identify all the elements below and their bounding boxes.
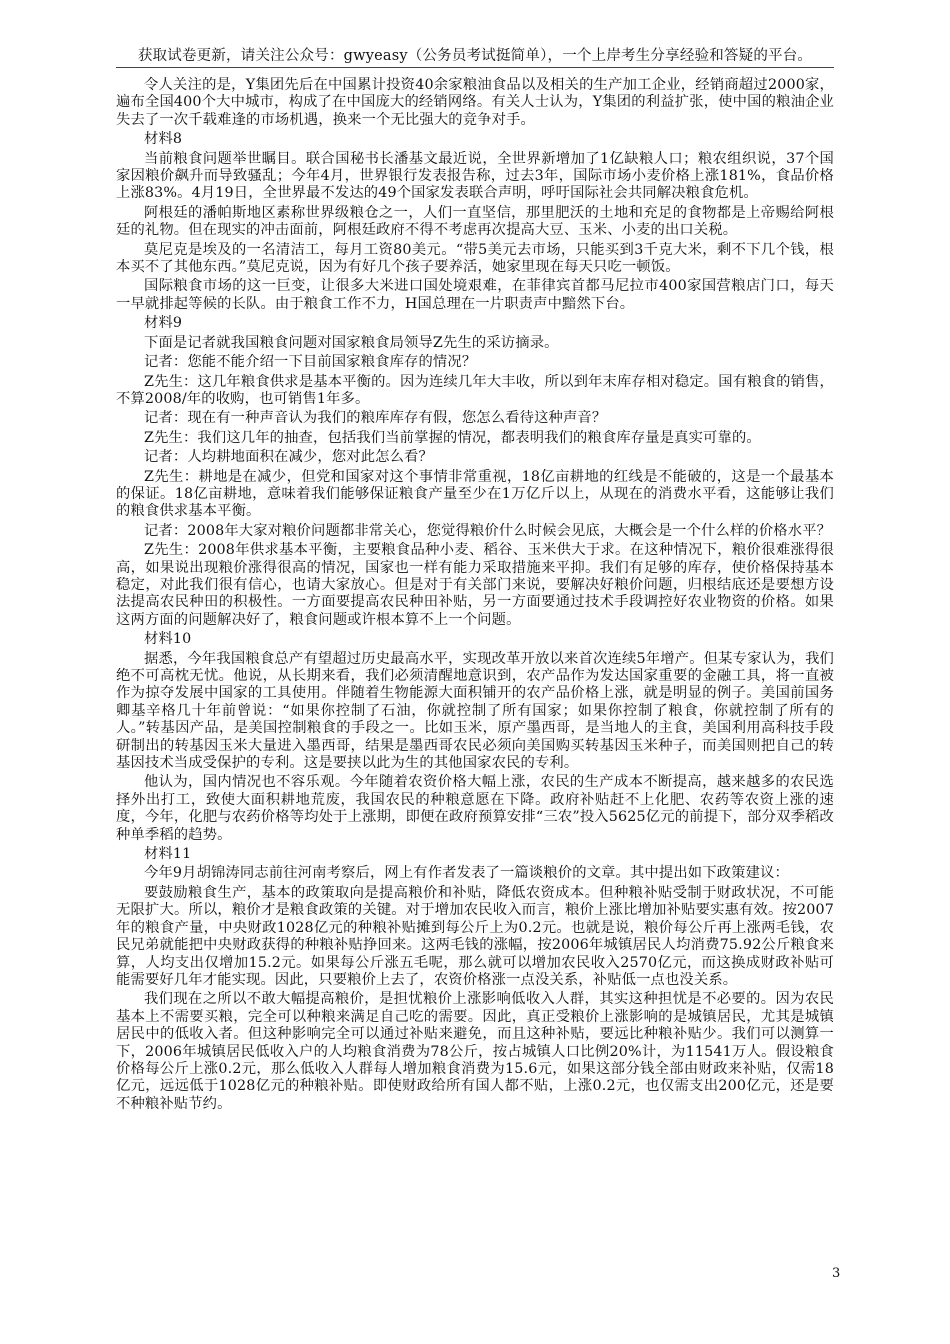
paragraph: 要鼓励粮食生产，基本的政策取向是提高粮价和补贴，降低农资成本。但种粮补贴受制于财政状况，不可能无限扩大。所以，粮价才是粮食政策的关键。对于增加农民收入而言，粮价上涨比增加补贴要实惠有效。按2007年的粮食产量，中央财政1028亿元的种粮补贴摊到每公斤上为0.2元。也就是说，粮价每公斤再上涨两毛钱，农民兄弟就能把中央财政获得的种粮补贴挣回来。这两毛钱的涨幅，按2006年城镇居民人均消费75.92公斤粮食来算，人均支出仅增加15.2元。如果每公斤涨五毛呢，那么就可以增加农民收入2570亿元，而这换成财政补贴可能需要好几年才能实现。因此，只要粮价上去了，农资价格涨一点没关系，补贴低一点也没关系。	[116, 884, 834, 988]
paragraph: 下面是记者就我国粮食问题对国家粮食局领导Z先生的采访摘录。	[144, 334, 559, 351]
paragraph: 他认为，国内情况也不容乐观。今年随着农资价格大幅上涨，农民的生产成本不断提高，越来越多的农民选择外出打工，致使大面积耕地荒废，我国农民的种粮意愿在下降。政府补贴赶不上化肥、农药等农资上涨的速度，今年，化肥与农药价格等均处于上涨期，即便在政府预算安排“三农”投入5625亿元的前提下，部分双季稻改种单季稻的趋势。	[116, 774, 834, 843]
interview-question: 记者：人均耕地面积在减少，您对此怎么看？	[144, 449, 433, 466]
paragraph: 令人关注的是，Y集团先后在中国累计投资40余家粮油食品以及相关的生产加工企业，经销商超过2000家，遍布全国400个大中城市，构成了在中国庞大的经销网络。有关人士认为，Y集团的利益扩张，使中国的粮油企业失去了一次千载难逢的市场机遇，换来一个无比强大的竞争对手。	[116, 77, 834, 128]
page-number: 3	[832, 1266, 841, 1281]
paragraph: 我们现在之所以不敢大幅提高粮价，是担忧粮价上涨影响低收入人群，其实这种担忧是不必要的。因为农民基本上不需要买粮，完全可以种粮来满足自己吃的需要。因此，真正受粮价上涨影响的是城镇居民，尤其是城镇居民中的低收入者。但这种影响完全可以通过补贴来避免，而且这种补贴，要远比种粮补贴少。我们可以测算一下，2006年城镇居民低收入户的人均粮食消费为78公斤，按占城镇人口比例20%计，为11541万人。假设粮食价格每公斤上涨0.2元，那么低收入人群每人增加粮食消费为15.6元，如果这部分钱全部由财政来补贴，仅需18亿元，远远低于1028亿元的种粮补贴。即使财政给所有国人都不贴，上涨0.2元，也仅需支出200亿元，还是要不种粮补贴节约。	[116, 991, 834, 1112]
paragraph: 据悉，今年我国粮食总产有望超过历史最高水平，实现改革开放以来首次连续5年增产。但某专家认为，我们绝不可高枕无忧。他说，从长期来看，我们必须清醒地意识到，农产品作为发达国家重要的金融工具，将一直被作为掠夺发展中国家的工具使用。伴随着生物能源大面积铺开的农产品价格上涨，就是明显的例子。美国前国务卿基辛格几十年前曾说：“如果你控制了石油，你就控制了所有国家；如果你控制了粮食，你就控制了所有的人。”转基因产品，是美国控制粮食的手段之一。比如玉米，原产墨西哥，是当地人的主食，美国利用高科技手段研制出的转基因玉米大量进入墨西哥，结果是墨西哥农民必须向美国购买转基因玉米种子，而美国则把自己的转基因技术当成受保护的专利。这是要挟以此为生的其他国家农民的专利。	[116, 650, 834, 772]
interview-question: 记者：现在有一种声音认为我们的粮库库存有假，您怎么看待这种声音？	[144, 410, 607, 427]
interview-answer: Z先生：我们这几年的抽查，包括我们当前掌握的情况，都表明我们的粮食库存量是真实可靠的。	[144, 429, 761, 446]
paragraph: 阿根廷的潘帕斯地区素称世界级粮仓之一，人们一直坚信，那里肥沃的土地和充足的食物都是上帝赐给阿根廷的礼物。但在现实的冲击面前，阿根廷政府不得不考虑再次提高大豆、玉米、小麦的出口关税。	[116, 204, 834, 239]
paragraph: 莫尼克是埃及的一名清洁工，每月工资80美元。“带5美元去市场，只能买到3千克大米，剩不下几个钱，根本买不了其他东西。”莫尼克说，因为有好几个孩子要养活，她家里现在每天只吃一顿饭。	[116, 241, 834, 276]
interview-question: 记者：您能不能介绍一下目前国家粮食库存的情况？	[144, 354, 477, 371]
interview-answer: Z先生：耕地是在减少，但党和国家对这个事情非常重视，18亿亩耕地的红线是不能破的，这是一个最基本的保证。18亿亩耕地，意味着我们能够保证粮食产量至少在1万亿斤以上，从现在的消费水平看，这能够让我们的粮食供求基本平衡。	[116, 468, 834, 520]
material-heading: 材料10	[144, 631, 192, 648]
material-heading: 材料9	[144, 315, 183, 332]
page-header: 获取试卷更新，请关注公众号：gwyeasy（公务员考试挺简单），一个上岸考生分享经验和答疑的平台。	[137, 48, 813, 64]
paragraph: 当前粮食问题举世瞩目。联合国秘书长潘基文最近说，全世界新增加了1亿缺粮人口；粮农组织说，37个国家因粮价飙升而导致骚乱；今年4月，世界银行发表报告称，过去3年，国际市场小麦价格上涨181%，食品价格上涨83%。4月19日，全世界最不发达的49个国家发表联合声明，呼吁国际社会共同解决粮食危机。	[116, 150, 834, 202]
document-body	[116, 77, 834, 1115]
interview-question: 记者：2008年大家对粮价问题都非常关心，您觉得粮价什么时候会见底，大概会是一个什么样的价格水平？	[144, 522, 832, 539]
interview-answer: Z先生：2008年供求基本平衡，主要粮食品种小麦、稻谷、玉米供大于求。在这种情况下，粮价很难涨得很高，如果说出现粮价涨得很高的情况，国家也一样有能力采取措施来平抑。我们有足够的库存，使价格保持基本稳定，对此我们很有信心，也请大家放心。但是对于有关部门来说，要解决好粮价问题，归根结底还是要想方设法提高农民种田的积极性。一方面要提高农民种田补贴，另一方面要通过技术手段调控好农业物资的价格。如果这两方面的问题解决好了，粮食问题或许根本算不上一个问题。	[116, 542, 834, 628]
paragraph: 今年9月胡锦涛同志前往河南考察后，网上有作者发表了一篇谈粮价的文章。其中提出如下政策建议：	[144, 865, 789, 882]
material-heading: 材料8	[144, 131, 183, 148]
paragraph: 国际粮食市场的这一巨变，让很多大米进口国处境艰难，在菲律宾首都马尼拉市400家国营粮店门口，每天一早就排起等候的长队。由于粮食工作不力，H国总理在一片职责声中黯然下台。	[116, 278, 834, 312]
header-divider	[116, 67, 834, 68]
interview-answer: Z先生：这几年粮食供求是基本平衡的。因为连续几年大丰收，所以到年末库存相对稳定。国有粮食的销售，不算2008/年的收购，也可销售1年多。	[116, 373, 834, 407]
material-heading: 材料11	[144, 846, 192, 863]
